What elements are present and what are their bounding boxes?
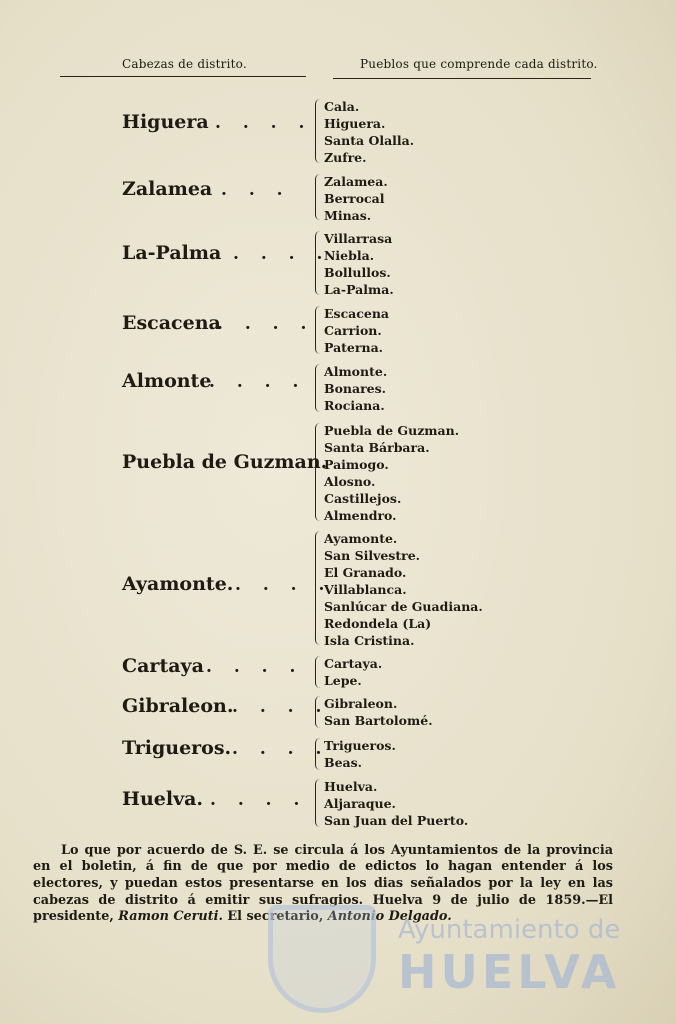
town-item: Villarrasa — [324, 231, 393, 246]
header-rule-right — [333, 78, 591, 79]
brace — [315, 306, 322, 354]
brace — [315, 738, 322, 770]
town-list-gibraleon — [324, 695, 433, 729]
town-item: Santa Bárbara. — [324, 440, 430, 455]
town-item: Cala. — [324, 99, 360, 114]
town-item: Ayamonte. — [324, 531, 398, 546]
town-item: Niebla. — [324, 248, 375, 263]
leader-dots: . . . . — [210, 790, 308, 810]
town-item: Paterna. — [324, 340, 384, 355]
watermark-line2: HUELVA — [398, 945, 621, 999]
leader-dots: . . . . — [206, 657, 304, 677]
president-name: Ramon Ceruti. — [118, 909, 223, 925]
town-item: San Juan del Puerto. — [324, 813, 469, 828]
header-rule-left — [60, 76, 306, 77]
town-item: Escacena — [324, 306, 390, 321]
coat-of-arms-icon — [268, 905, 376, 1013]
column-header-towns: Pueblos que comprende cada distrito. — [360, 57, 598, 71]
town-item: Almendro. — [324, 508, 397, 523]
town-list-ayamonte — [324, 530, 483, 649]
leader-dots: . . . . — [215, 113, 313, 133]
column-header-districts: Cabezas de distrito. — [122, 57, 247, 71]
town-list-escacena — [324, 305, 389, 356]
district-head-trigueros: Trigueros. — [122, 737, 232, 759]
town-list-cartaya — [324, 655, 382, 689]
town-list-zalamea — [324, 173, 388, 224]
town-item: Sanlúcar de Guadiana. — [324, 599, 483, 614]
town-item: El Granado. — [324, 565, 407, 580]
district-head-puebla-de-guzman: Puebla de Guzman. — [122, 451, 328, 473]
district-head-huelva: Huelva. — [122, 788, 204, 810]
district-head-escacena: Escacena — [122, 312, 221, 334]
town-item: Bollullos. — [324, 265, 391, 280]
town-item: La-Palma. — [324, 282, 394, 297]
town-item: Castillejos. — [324, 491, 402, 506]
town-item: Berrocal — [324, 191, 385, 206]
district-head-ayamonte: Ayamonte. — [122, 573, 234, 595]
brace — [315, 174, 322, 220]
brace — [315, 779, 322, 827]
watermark-line1: Ayuntamiento de — [398, 915, 621, 945]
district-head-gibraleon: Gibraleon. — [122, 695, 234, 717]
brace — [315, 423, 322, 521]
brace — [315, 364, 322, 412]
town-item: Higuera. — [324, 116, 386, 131]
town-list-almonte — [324, 363, 387, 414]
district-head-almonte: Almonte — [122, 370, 212, 392]
brace — [315, 531, 322, 645]
town-item: Alosno. — [324, 474, 376, 489]
town-item: Villablanca. — [324, 582, 407, 597]
district-head-la-palma: La-Palma — [122, 242, 222, 264]
town-item: Redondela (La) — [324, 616, 432, 631]
town-item: San Bartolomé. — [324, 713, 433, 728]
leader-dots: . . . . — [232, 697, 330, 717]
town-item: Lepe. — [324, 673, 362, 688]
town-list-huelva — [324, 778, 468, 829]
leader-dots: . . . . — [233, 244, 331, 264]
leader-dots: . . . . — [209, 372, 307, 392]
district-head-cartaya: Cartaya — [122, 655, 204, 677]
town-list-trigueros — [324, 737, 396, 771]
brace — [315, 99, 322, 163]
town-item: Carrion. — [324, 323, 382, 338]
secretary-label: El secretario, — [227, 909, 324, 925]
town-item: Rociana. — [324, 398, 385, 413]
town-item: San Silvestre. — [324, 548, 421, 563]
brace — [315, 696, 322, 728]
town-list-higuera — [324, 98, 414, 166]
town-item: Isla Cristina. — [324, 633, 415, 648]
town-item: Zalamea. — [324, 174, 388, 189]
watermark — [268, 905, 658, 1017]
district-head-higuera: Higuera — [122, 111, 209, 133]
town-item: Puebla de Guzman. — [324, 423, 460, 438]
leader-dots: . . . . — [217, 314, 315, 334]
town-item: Almonte. — [324, 364, 388, 379]
town-item: Gibraleon. — [324, 696, 398, 711]
closing-text: Lo que por acuerdo de S. E. se circula á los Ayuntamientos de la provincia en el boletin, á fin de que por medio de edictos lo hagan entender á los electores, y puedan estos presentarse en los dias señalados por la ley en las cabezas de distrito á emitir sus sufragios. Huelva 9 de julio de 1859.—El presidente, — [33, 842, 613, 925]
town-item: Trigueros. — [324, 738, 396, 753]
town-item: Minas. — [324, 208, 372, 223]
brace — [315, 231, 322, 295]
town-item: Zufre. — [324, 150, 367, 165]
town-item: Bonares. — [324, 381, 387, 396]
town-item: Aljaraque. — [324, 796, 396, 811]
town-item: Paimogo. — [324, 457, 389, 472]
town-item: Cartaya. — [324, 656, 383, 671]
district-head-zalamea: Zalamea — [122, 178, 213, 200]
town-list-la-palma — [324, 230, 394, 298]
town-item: Huelva. — [324, 779, 378, 794]
town-item: Santa Olalla. — [324, 133, 415, 148]
secretary-name: Antonio Delgado. — [327, 909, 452, 925]
brace — [315, 656, 322, 688]
leader-dots: . . . . — [232, 739, 330, 759]
town-list-puebla-de-guzman — [324, 422, 459, 524]
town-item: Beas. — [324, 755, 363, 770]
leader-dots: . . . — [221, 180, 291, 200]
leader-dots: . . . . — [235, 575, 333, 595]
